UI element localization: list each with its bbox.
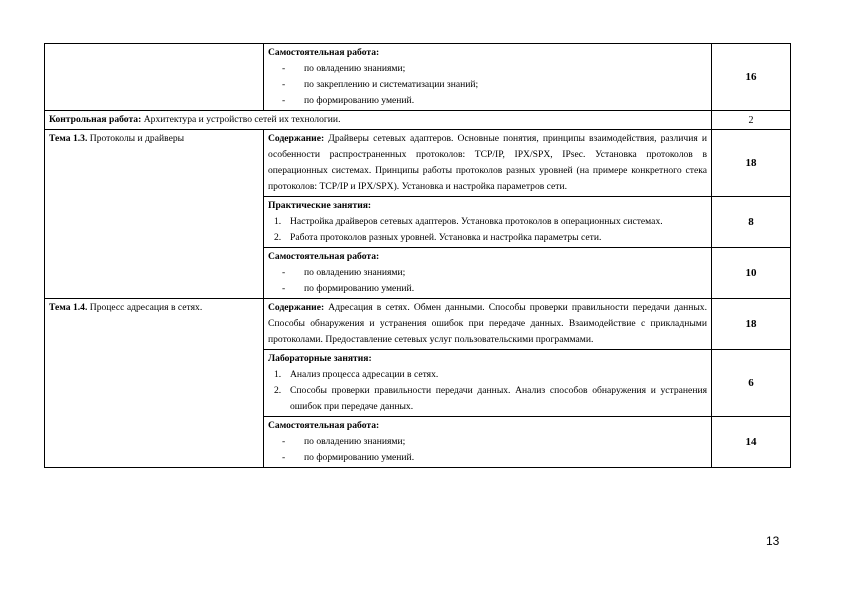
list-item: - по овладению знаниями; [282, 434, 707, 450]
list-item: - по формированию умений. [282, 450, 707, 466]
topic-cell [45, 130, 264, 299]
topic-number: Тема 1.4. [49, 302, 88, 313]
hours-cell: 18 [712, 130, 791, 197]
control-work-cell [45, 111, 712, 130]
topic-cell-empty [45, 44, 264, 111]
section-heading: Самостоятельная работа: [268, 420, 380, 431]
list-item [272, 214, 707, 230]
item-text: Настройка драйверов сетевых адаптеров. Установка протоколов в операционных системах. [290, 216, 663, 227]
topic-cell [45, 299, 264, 468]
topic-title: Протоколы и драйверы [89, 133, 185, 144]
curriculum-table [44, 43, 791, 468]
dash-list [268, 61, 707, 109]
list-item: - по овладению знаниями; [282, 265, 707, 281]
content-cell [264, 417, 712, 468]
item-number: 1. [274, 369, 282, 380]
hours-cell: 6 [712, 350, 791, 417]
section-heading: Самостоятельная работа: [268, 251, 380, 262]
table-row [45, 130, 791, 197]
table-row [45, 299, 791, 350]
table-row [45, 44, 791, 111]
hours-cell: 2 [712, 111, 791, 130]
topic-number: Тема 1.3. [49, 133, 88, 144]
section-heading: Самостоятельная работа: [268, 47, 380, 58]
item-number: 1. [274, 216, 282, 227]
content-cell [264, 44, 712, 111]
list-item: - по формированию умений. [282, 93, 707, 109]
control-work-label: Контрольная работа: [49, 114, 142, 125]
hours-cell: 8 [712, 197, 791, 248]
table-row [45, 111, 791, 130]
hours-cell: 14 [712, 417, 791, 468]
content-cell [264, 248, 712, 299]
item-text: Анализ процесса адресации в сетях. [290, 369, 439, 380]
content-cell [264, 299, 712, 350]
item-text: Способы проверки правильности передачи данных. Анализ способов обнаружения и устранения ошибок при передаче данных. [290, 385, 707, 412]
dash-list [268, 434, 707, 466]
item-text: Работа протоколов разных уровней. Установка и настройка параметры сети. [290, 232, 602, 243]
topic-title: Процесс адресация в сетях. [89, 302, 203, 313]
list-item [272, 367, 707, 383]
content-cell [264, 130, 712, 197]
item-number: 2. [274, 385, 282, 396]
control-work-text: Архитектура и устройство сетей их технологии. [143, 114, 341, 125]
section-heading: Практические занятия: [268, 200, 372, 211]
list-item [272, 230, 707, 246]
hours-cell: 16 [712, 44, 791, 111]
section-heading: Лабораторные занятия: [268, 353, 372, 364]
numbered-list [268, 214, 707, 246]
content-label: Содержание: [268, 302, 325, 313]
content-label: Содержание: [268, 133, 325, 144]
list-item: - по овладению знаниями; [282, 61, 707, 77]
list-item [272, 383, 707, 415]
page-number: 13 [766, 534, 780, 548]
content-text: Адресация в сетях. Обмен данными. Способы проверки правильности передачи данных. Способы обнаружения и устранения ошибок при передаче данных. Взаимодействие с прикладными протоколами. Предоставление сетевых услуг пользовательскими программами. [268, 302, 707, 345]
list-item: - по формированию умений. [282, 281, 707, 297]
list-item: - по закреплению и систематизации знаний; [282, 77, 707, 93]
numbered-list [268, 367, 707, 415]
content-cell [264, 197, 712, 248]
content-cell [264, 350, 712, 417]
hours-cell: 18 [712, 299, 791, 350]
content-text: Драйверы сетевых адаптеров. Основные понятия, принципы взаимодействия, различия и особенности распространенных протоколов: TCP/IP, IPX/SPX, IPsec. Установка протоколов в операционных системах. Принципы работы протоколов разных уровней (на примере конкретного стека протоколов: TCP/IP и IPX/SPX). Установка и настройка параметров сети. [268, 133, 707, 192]
item-number: 2. [274, 232, 282, 243]
hours-cell: 10 [712, 248, 791, 299]
dash-list [268, 265, 707, 297]
